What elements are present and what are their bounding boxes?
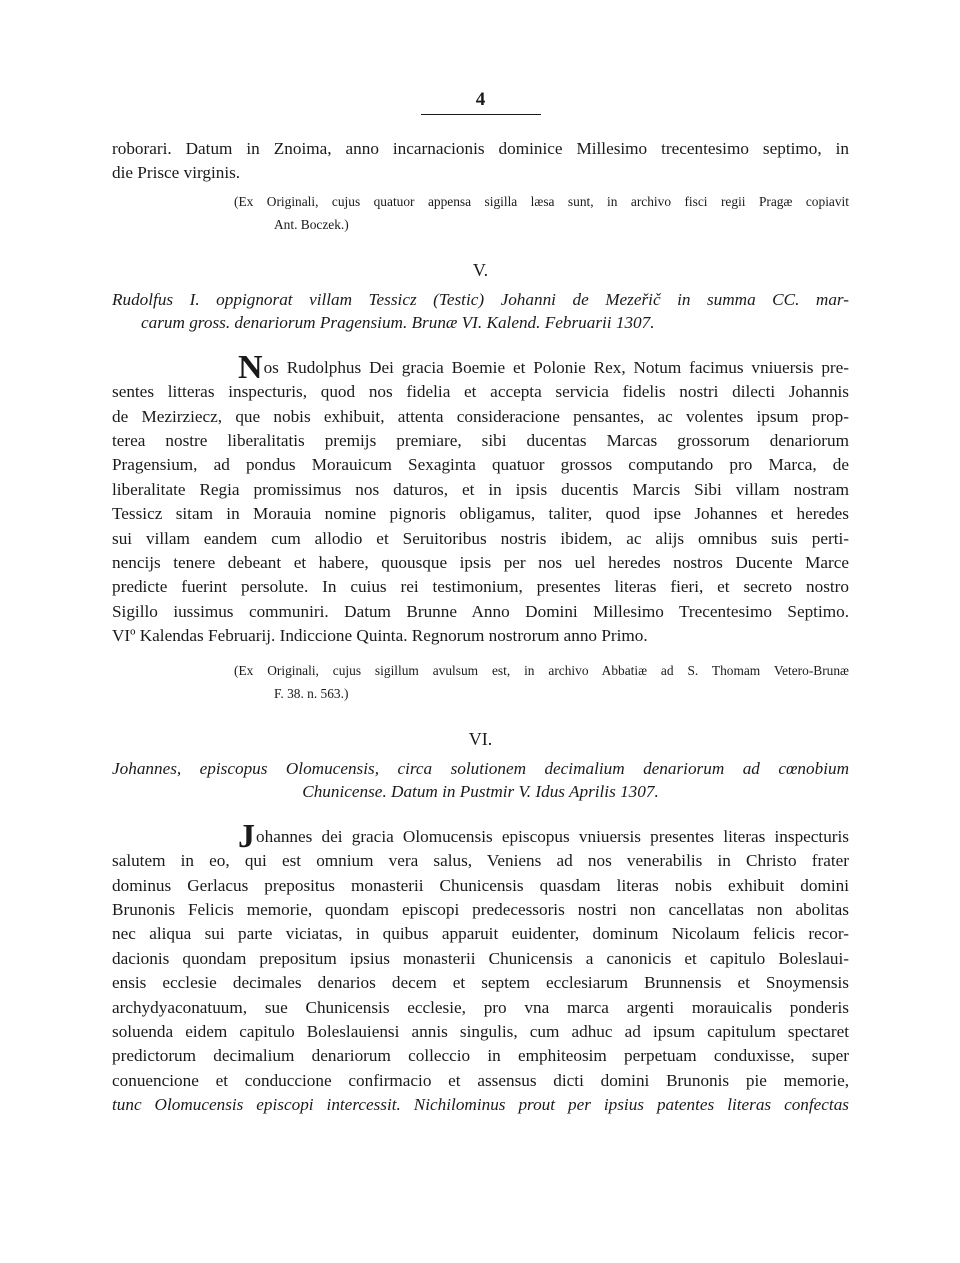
drop-cap: J [238, 817, 255, 855]
note-line: Ant. Boczek.) [274, 216, 349, 232]
text-line [112, 817, 849, 855]
section-heading [112, 757, 849, 803]
note-line: F. 38. n. 563.) [274, 685, 349, 701]
text-line: roborari. Datum in Znoima, anno incarnacionis dominice Millesimo trecentesimo septimo, in [112, 139, 849, 158]
text-line: sentes litteras inspecturis, quod nos fidelia et accepta servicia fidelis nostri dilecti Johannis [112, 382, 849, 402]
text-line: terea nostre liberalitatis premijs premiare, sibi ducentas Marcas grossorum denariorum [112, 431, 849, 451]
text-line: Brunonis Felicis memorie, quondam episcopi predecessoris nostri non cancellatas non abolitas [112, 899, 849, 919]
note-line: (Ex Originali, cujus quatuor appensa sigilla læsa sunt, in archivo fisci regii Pragæ copiavit [234, 193, 849, 209]
text-line: de Mezirziecz, que nobis exhibuit, attenta consideracione pensantes, ac volentes ipsum prop- [112, 406, 849, 426]
heading-line: carum gross. denariorum Pragensium. Brunæ VI. Kalend. Februarii 1307. [141, 312, 655, 332]
text-line: Pragensium, ad pondus Morauicum Sexaginta quatuor grossos computando pro Marca, de [112, 455, 849, 475]
text-line: sui villam eandem cum allodio et Seruitoribus nostris ibidem, ac alijs omnibus suis perti- [112, 528, 849, 548]
text-line: ensis ecclesie decimales denarios decem et septem ecclesiarum Brunnensis et Snoymensis [112, 973, 849, 993]
section-number: V. [472, 259, 489, 280]
text-line: dacionis quondam prepositum ipsius monasterii Chunicensis a canonicis et capitulo Boleslaui- [112, 948, 849, 968]
text-line: tunc Olomucensis episcopi intercessit. Nichilominus prout per ipsius patentes literas confectas [112, 1095, 849, 1115]
first-line-text: ohannes dei gracia Olomucensis episcopus vniuersis presentes literas inspecturis [256, 826, 849, 846]
text-line: predictorum decimalium denariorum colleccio in emphiteosim perpetuam conduxisse, super [112, 1046, 849, 1066]
heading-line: Rudolfus I. oppignorat villam Tessicz (Testic) Johanni de Mezeřič in summa CC. mar- [112, 289, 849, 309]
source-note [112, 659, 849, 705]
page-number: 4 [421, 88, 541, 115]
text-line: salutem in eo, qui est omnium vera salus, Veniens ad nos venerabilis in Christo frater [112, 851, 849, 871]
text-line: predicte fuerint persolute. In cuius rei testimonium, presentes literas fieri, et secreto nostro [112, 577, 849, 597]
text-line: die Prisce virginis. [112, 163, 241, 183]
text-line: dominus Gerlacus prepositus monasterii Chunicensis quasdam literas nobis exhibuit domini [112, 875, 849, 895]
intro-text [112, 137, 849, 186]
charter-text [112, 817, 849, 1118]
text-line: liberalitate Regia promissimus nos daturos, et in ipsis ducentis Marcis Sibi villam nostram [112, 479, 849, 499]
text-line: archydyaconatuum, sue Chunicensis ecclesie, pro vna marca argenti morauicalis ponderis [112, 997, 849, 1017]
section-number: VI. [468, 728, 493, 749]
charter-text [112, 348, 849, 649]
text-line: nec aliqua sui parte viciatas, in quibus apparuit euidenter, dominum Nicolaum felicis recor- [112, 924, 849, 944]
source-note [112, 190, 849, 236]
text-line: conuencione et conduccione confirmacio et assensus dicti domini Brunonis pie memorie, [112, 1070, 849, 1090]
section-heading [112, 288, 849, 334]
text-line: nencijs tenere debeant et habere, quousque ipsis per nos uel heredes nostros Ducente Marce [112, 553, 849, 573]
document-page [112, 88, 849, 1118]
text-line [112, 348, 849, 386]
first-line-text: os Rudolphus Dei gracia Boemie et Polonie Rex, Notum facimus vniuersis pre- [263, 357, 849, 377]
text-line: Tessicz sitam in Morauia nomine pignoris obligamus, taliter, quod ipse Johannes et heredes [112, 504, 849, 524]
drop-cap: N [238, 348, 263, 386]
text-line: soluenda eidem capitulo Boleslauiensi annis singulis, cum adhuc ad ipsum capitulum spectaret [112, 1021, 849, 1041]
heading-line: Chunicense. Datum in Pustmir V. Idus Aprilis 1307. [302, 781, 659, 801]
text-line: VIº Kalendas Februarij. Indiccione Quinta. Regnorum nostrorum anno Primo. [112, 626, 648, 646]
note-line: (Ex Originali, cujus sigillum avulsum est, in archivo Abbatiæ ad S. Thomam Vetero-Brunæ [234, 662, 849, 678]
heading-line: Johannes, episcopus Olomucensis, circa solutionem decimalium denariorum ad cœnobium [112, 758, 849, 778]
text-line: Sigillo iussimus communiri. Datum Brunne Anno Domini Millesimo Trecentesimo Septimo. [112, 601, 849, 621]
